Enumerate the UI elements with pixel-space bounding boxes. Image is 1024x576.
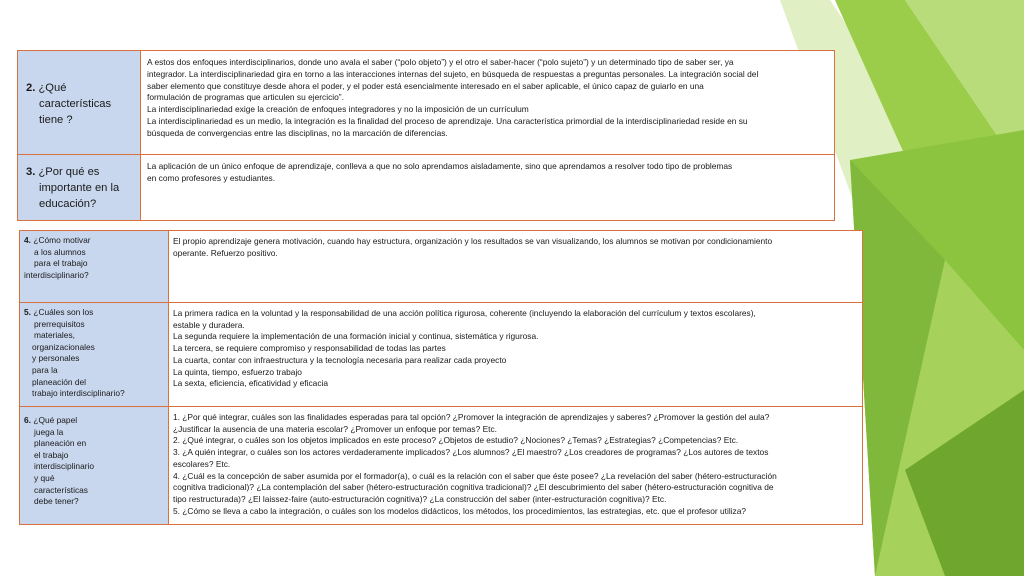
answer-line: La quinta, tiempo, esfuerzo trabajo — [173, 366, 302, 377]
question-text: juega la — [34, 426, 64, 437]
answer-line: 1. ¿Por qué integrar, cuáles son las finalidades esperadas para tal opción? ¿Promover la integración de aprendizajes y saberes? ¿Promover la gestión del aula? — [173, 412, 770, 422]
answer-line: La interdisciplinariedad es un medio, la integración es la finalidad del proceso de aprendizaje. Una característica primordial de la interdisciplinariedad reside en su — [147, 115, 748, 126]
question-text: interdisciplinario — [34, 461, 95, 472]
question-text: para el trabajo — [34, 258, 88, 269]
answer-line: saber elemento que constituye desde ahora el poder, y el poder está esencialmente interesado en el saber aplicable, el único capaz de guiarlo en una — [147, 80, 704, 91]
question-text: interdisciplinario? — [24, 269, 89, 280]
answer-line: A estos dos enfoques interdisciplinarios, donde uno avala el saber (“polo objeto”) y el otro el saber-hacer (“polo sujeto”) y un determinado tipo de saber ser, ya — [147, 57, 734, 67]
question-cell-5 — [20, 303, 169, 407]
question-number: 2. — [26, 82, 36, 94]
answer-line: La sexta, eficiencia, eficatividad y eficacia — [173, 378, 329, 389]
question-text: ¿Cómo motivar — [31, 235, 91, 245]
question-text: trabajo interdisciplinario? — [32, 388, 125, 399]
answer-cell-4 — [169, 231, 863, 303]
question-cell-2 — [18, 51, 141, 155]
question-text: materiales, — [34, 330, 75, 341]
answer-line: búsqueda de convergencias entre las disciplinas, no la marcación de diferencias. — [147, 127, 448, 138]
table-top — [17, 50, 835, 221]
question-text: planeación en — [34, 438, 87, 449]
question-cell-4 — [20, 231, 169, 303]
question-text: organizacionales — [32, 341, 95, 352]
answer-line: La tercera, se requiere compromiso y responsabilidad de todas las partes — [173, 343, 446, 354]
question-text: planeación del — [32, 376, 87, 387]
answer-line: cognitiva tradicional)? ¿La contemplación del saber (hétero-estructuración cognitiva tradicional)? ¿El descubrimiento del saber (hétero-estructuración cognitiva de — [173, 482, 774, 493]
question-text: para la — [32, 364, 58, 375]
answer-line: escolares? Etc. — [173, 458, 231, 469]
answer-line: 4. ¿Cuál es la concepción de saber asumida por el formador(a), o cuál es la relación con el saber que éste posee? ¿La revelación del saber (hétero-estructuración — [173, 470, 777, 481]
answer-line: La primera radica en la voluntad y la responsabilidad de una acción política rigurosa, coherente (incluyendo la elaboración del currículum y textos escolares), — [173, 308, 756, 318]
question-text: debe tener? — [34, 496, 79, 507]
question-number: 4. — [24, 235, 31, 245]
question-text: importante en la — [39, 182, 120, 194]
question-text: el trabajo — [34, 449, 69, 460]
question-text: características — [34, 484, 88, 495]
answer-line: tipo restructurada)? ¿El laissez-faire (auto-estructuración cognitiva)? ¿La construcción del saber (inter-estructuración cognitiva)? Etc. — [173, 493, 667, 504]
question-text: a los alumnos — [34, 246, 86, 257]
answer-line: La segunda requiere la implementación de una formación inicial y continua, sistemática y rigurosa. — [173, 331, 539, 342]
table-row-3 — [18, 155, 835, 221]
question-text: ¿Qué papel — [31, 415, 78, 425]
answer-line: El propio aprendizaje genera motivación, cuando hay estructura, organización y los resultados se van visualizando, los alumnos se motivan por condicionamiento — [173, 236, 773, 246]
question-text: y qué — [34, 472, 55, 483]
table-row-6 — [20, 407, 863, 525]
question-text: tiene ? — [39, 114, 73, 126]
answer-line: estable y duradera. — [173, 319, 245, 330]
answer-line: La cuarta, contar con infraestructura y la tecnología necesaria para realizar cada proyecto — [173, 354, 507, 365]
table-row-2 — [18, 51, 835, 155]
question-cell-3 — [18, 155, 141, 221]
answer-cell-5 — [169, 303, 863, 407]
answer-cell-2 — [141, 51, 835, 155]
answer-line: 3. ¿A quién integrar, o cuáles son los actores verdaderamente implicados? ¿Los alumnos? ¿El maestro? ¿Los creadores de programas? ¿Los autores de textos — [173, 447, 769, 458]
question-text: prerrequisitos — [34, 318, 85, 329]
answer-cell-6 — [169, 407, 863, 525]
question-text: ¿Qué — [38, 82, 67, 94]
answer-line: formulación de programas que articulen su ejercicio”. — [147, 92, 344, 103]
question-text: ¿Por qué es — [38, 166, 100, 178]
answer-line: 2. ¿Qué integrar, o cuáles son los objetos implicados en este proceso? ¿Objetos de estudio? ¿Nociones? ¿Temas? ¿Estrategias? ¿Competencias? Etc. — [173, 435, 739, 446]
question-cell-6 — [20, 407, 169, 525]
table-row-4 — [20, 231, 863, 303]
answer-line: integrador. La interdisciplinariedad gira en torno a las interacciones internas del sujeto, en búsqueda de respuestas a preguntas personales. La integración social del — [147, 68, 759, 79]
table-bottom — [19, 230, 863, 525]
question-text: y personales — [32, 353, 80, 364]
answer-line: La interdisciplinariedad exige la creación de enfoques integradores y no la imposición de un currículum — [147, 104, 529, 115]
answer-cell-3 — [141, 155, 835, 221]
question-text: ¿Cuáles son los — [31, 307, 94, 317]
answer-line: ¿Justificar la ausencia de una materia escolar? ¿Promover un enfoque por temas? Etc. — [173, 423, 497, 434]
question-text: educación? — [39, 198, 97, 210]
question-number: 6. — [24, 415, 31, 425]
question-number: 3. — [26, 166, 36, 178]
question-text: características — [39, 98, 112, 110]
answer-line: La aplicación de un único enfoque de aprendizaje, conlleva a que no solo aprendamos aisladamente, sino que aprendamos a resolver todo tipo de problemas — [147, 161, 733, 171]
table-row-5 — [20, 303, 863, 407]
answer-line: operante. Refuerzo positivo. — [173, 247, 278, 258]
answer-line: en como profesores y estudiantes. — [147, 172, 276, 183]
answer-line: 5. ¿Cómo se lleva a cabo la integración, o cuáles son los modelos didácticos, los métodos, los procedimientos, las estrategias, etc. que el profesor utiliza? — [173, 505, 747, 516]
question-number: 5. — [24, 307, 31, 317]
